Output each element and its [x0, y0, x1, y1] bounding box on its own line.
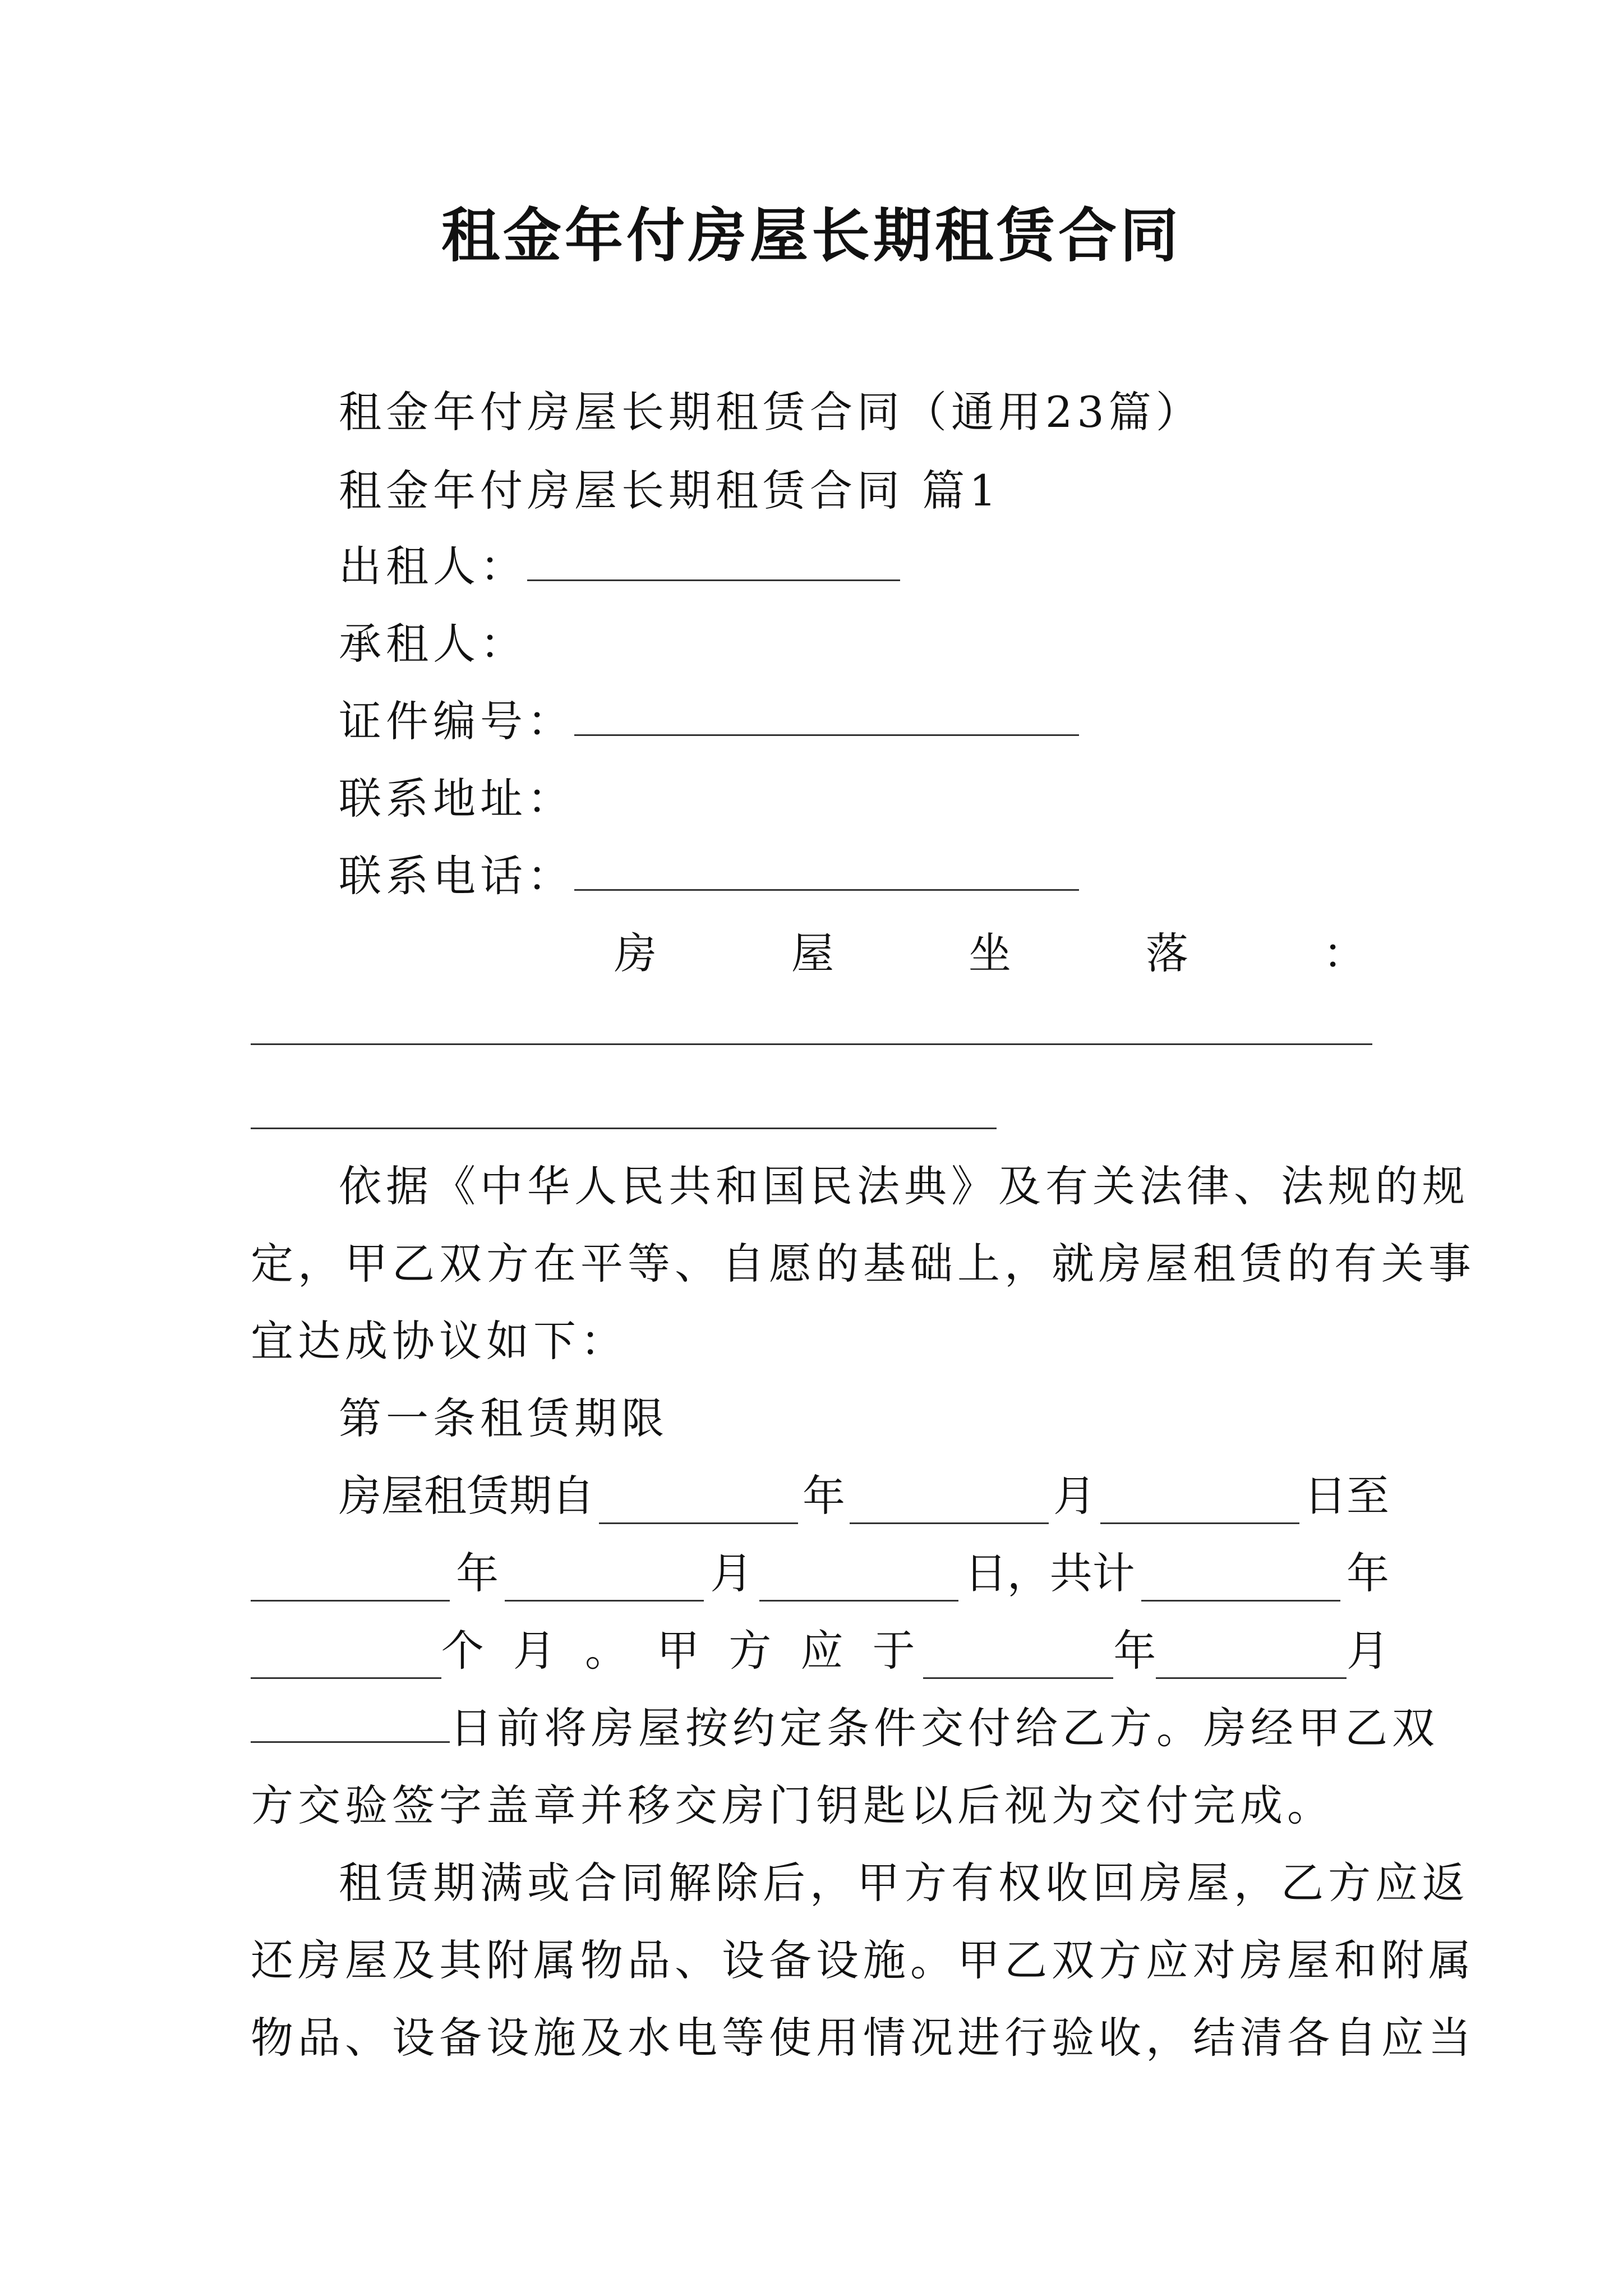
location-char: 坐: [969, 928, 1011, 978]
year-label: 年: [1346, 1548, 1389, 1598]
year-label: 年: [456, 1548, 499, 1598]
month-label: 月: [1347, 1626, 1390, 1676]
location-blank-line-2[interactable]: [251, 1128, 997, 1129]
part-heading: 租金年付房屋长期租赁合同 篇1: [339, 466, 1001, 516]
lessor-blank[interactable]: [527, 542, 900, 581]
month-label: 月: [1053, 1471, 1096, 1521]
term-line-4: [251, 1700, 1439, 1756]
term-line-3: [251, 1623, 1389, 1679]
start-day-blank[interactable]: [1100, 1485, 1299, 1524]
total-years-blank[interactable]: [1141, 1563, 1340, 1602]
location-char: 屋: [791, 928, 834, 978]
months-text: 个 月 。 甲 方 应 于: [441, 1626, 923, 1676]
id-line: [339, 693, 1477, 749]
location-char: 落: [1146, 928, 1188, 978]
address-line: [339, 771, 1477, 827]
day-to-label: 日至: [1304, 1471, 1389, 1521]
term-line-2: [251, 1545, 1389, 1602]
article-1-heading: 第一条租赁期限: [339, 1393, 668, 1443]
location-char: 房: [614, 928, 657, 978]
total-months-blank[interactable]: [251, 1640, 441, 1679]
intro-line-1: 依据《中华人民共和国民法典》及有关法律、法规的规: [339, 1161, 1469, 1211]
phone-blank[interactable]: [574, 852, 1079, 891]
lessor-line: [339, 539, 1477, 595]
intro-line-2: 定，甲乙双方在平等、自愿的基础上，就房屋租赁的有关事: [251, 1239, 1476, 1289]
lessor-label: 出租人：: [339, 541, 527, 591]
term-start-label: 房屋租赁期自: [339, 1471, 594, 1521]
handover-year-blank[interactable]: [923, 1640, 1114, 1679]
location-char: ：: [1323, 928, 1366, 978]
term-line-1: [339, 1468, 1389, 1524]
id-label: 证件编号：: [339, 696, 574, 746]
end-month-blank[interactable]: [505, 1563, 704, 1602]
return-line-2: 还房屋及其附属物品、设备设施。甲乙双方应对房屋和附属: [251, 1935, 1476, 1985]
location-blank-line-1[interactable]: [251, 1043, 1372, 1045]
document-subtitle: 租金年付房屋长期租赁合同（通用23篇）: [339, 387, 1203, 437]
end-year-blank[interactable]: [251, 1563, 450, 1602]
end-day-blank[interactable]: [759, 1563, 958, 1602]
phone-label: 联系电话：: [339, 851, 574, 901]
id-blank[interactable]: [574, 697, 1079, 736]
document-title: 租金年付房屋长期租赁合同: [441, 201, 1182, 270]
start-year-blank[interactable]: [599, 1485, 798, 1524]
location-line: [614, 926, 1366, 982]
start-month-blank[interactable]: [850, 1485, 1049, 1524]
lessee-label: 承租人：: [339, 619, 527, 669]
lessee-line: [339, 616, 1477, 672]
month-label: 月: [710, 1548, 753, 1598]
phone-line: [339, 848, 1477, 904]
handover-day-blank[interactable]: [251, 1704, 450, 1743]
return-line-3: 物品、设备设施及水电等使用情况进行验收，结清各自应当: [251, 2013, 1476, 2063]
year-label: 年: [1113, 1626, 1156, 1676]
return-line-1: 租赁期满或合同解除后，甲方有权收回房屋，乙方应返: [339, 1858, 1469, 1908]
handover-text: 日前将房屋按约定条件交付给乙方。房经甲乙双: [450, 1703, 1439, 1753]
term-line-5: 方交验签字盖章并移交房门钥匙以后视为交付完成。: [251, 1780, 1334, 1830]
address-label: 联系地址：: [339, 774, 574, 823]
day-total-label: 日，共计: [964, 1548, 1135, 1598]
handover-month-blank[interactable]: [1156, 1640, 1347, 1679]
year-label: 年: [803, 1471, 845, 1521]
intro-line-3: 宜达成协议如下：: [251, 1316, 628, 1366]
